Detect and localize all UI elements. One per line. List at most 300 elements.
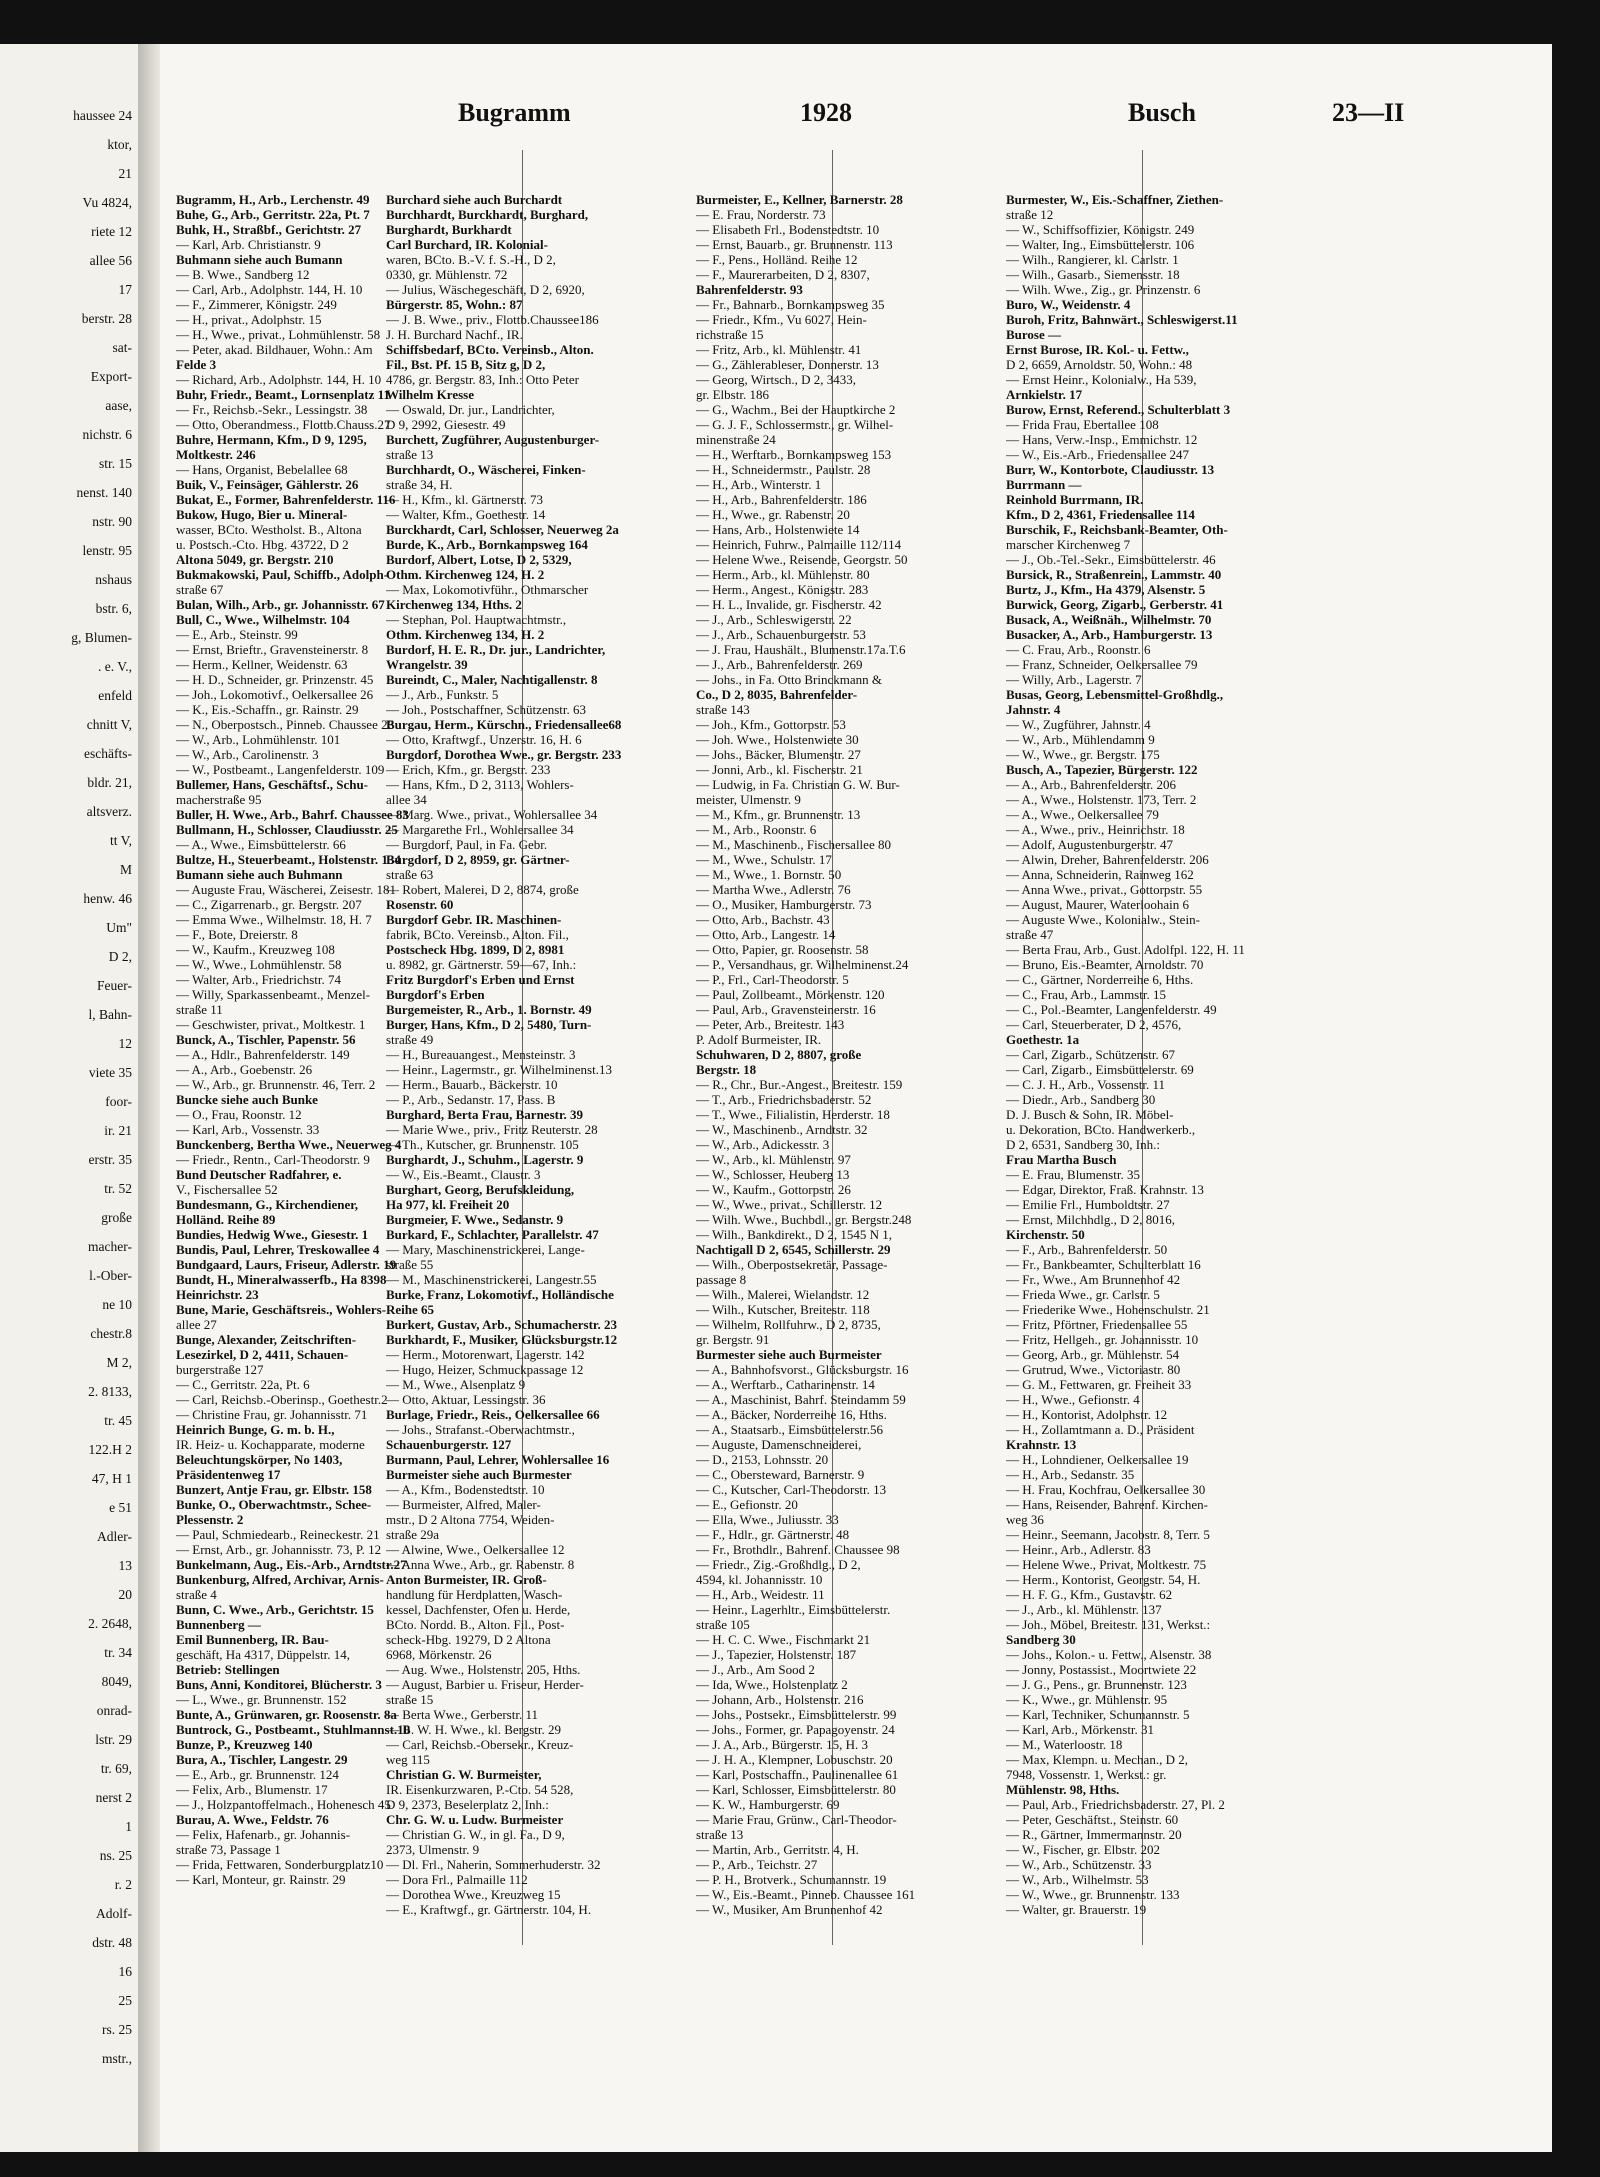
directory-entry-line: — W., Arb., kl. Mühlenstr. 97: [696, 1152, 851, 1167]
directory-entry-line: Bunckenberg, Bertha Wwe., Neuerweg 4: [176, 1137, 402, 1152]
directory-entry-line: — H. C. C. Wwe., Fischmarkt 21: [696, 1632, 871, 1647]
directory-entry-line: — Aug. Wwe., Holstenstr. 205, Hths.: [386, 1662, 581, 1677]
directory-entry-line: — Ella, Wwe., Juliusstr. 33: [696, 1512, 839, 1527]
left-page-fragment: e 51: [109, 1500, 132, 1515]
directory-entry-line: weg 115: [386, 1752, 430, 1767]
directory-entry-line: — H., Arb., Weidestr. 11: [696, 1587, 825, 1602]
directory-entry-line: — A., Wwe., priv., Heinrichstr. 18: [1006, 822, 1185, 837]
directory-entry-line: Bunkelmann, Aug., Eis.-Arb., Arndtstr.27: [176, 1557, 407, 1572]
directory-entry-line: — T., Wwe., Filialistin, Herderstr. 18: [696, 1107, 890, 1122]
left-page-fragment: tr. 69,: [100, 1761, 132, 1776]
directory-entry-line: — J. Frau, Haushält., Blumenstr.17a.T.6: [696, 642, 906, 657]
directory-column-4: [1006, 192, 1310, 1952]
directory-entry-line: — P., Arb., Teichstr. 27: [696, 1857, 818, 1872]
directory-entry-line: Wrangelstr. 39: [386, 657, 468, 672]
directory-entry-line: — H., Arb., Sedanstr. 35: [1006, 1467, 1135, 1482]
directory-entry-line: D 9, 2373, Beselerplatz 2, Inh.:: [386, 1797, 549, 1812]
directory-entry-line: — K., Eis.-Schaffn., gr. Rainstr. 29: [176, 702, 359, 717]
directory-entry-line: Bunzert, Antje Frau, gr. Elbstr. 158: [176, 1482, 372, 1497]
directory-entry-line: — Johann, Arb., Holstenstr. 216: [696, 1692, 864, 1707]
directory-entry-line: Burkard, F., Schlachter, Parallelstr. 47: [386, 1227, 599, 1242]
directory-entry-line: — Oswald, Dr. jur., Landrichter,: [386, 402, 555, 417]
directory-entry-line: — Bruno, Eis.-Beamter, Arnoldstr. 70: [1006, 957, 1204, 972]
directory-entry-line: Burckhardt, Carl, Schlosser, Neuerweg 2a: [386, 522, 619, 537]
directory-entry-line: — M., Maschinenstrickerei, Langestr.55: [386, 1272, 597, 1287]
directory-entry-line: Burmann, Paul, Lehrer, Wohlersallee 16: [386, 1452, 610, 1467]
directory-entry-line: — W., Arb., Lohmühlenstr. 101: [176, 732, 341, 747]
left-page-fragment: allee 56: [89, 253, 132, 268]
left-page-fragment: ne 10: [102, 1297, 132, 1312]
directory-entry-line: — W., Arb., Carolinenstr. 3: [176, 747, 319, 762]
directory-entry-line: straße 29a: [386, 1527, 440, 1542]
directory-entry-line: — J., Arb., Am Sood 2: [696, 1662, 815, 1677]
directory-entry-line: — H. F. G., Kfm., Gustavstr. 62: [1006, 1587, 1173, 1602]
left-page-fragment: 21: [118, 166, 132, 181]
directory-entry-line: IR. Eisenkurzwaren, P.-Cto. 54 528,: [386, 1782, 574, 1797]
directory-entry-line: Goethestr. 1a: [1006, 1032, 1080, 1047]
directory-entry-line: Burmeister siehe auch Burmester: [386, 1467, 572, 1482]
directory-entry-line: straße 63: [386, 867, 434, 882]
directory-entry-line: — Alwin, Dreher, Bahrenfelderstr. 206: [1006, 852, 1209, 867]
directory-entry-line: burgerstraße 127: [176, 1362, 264, 1377]
left-page-fragment: Adler-: [97, 1529, 132, 1544]
directory-entry-line: — Otto, Kraftwgf., Unzerstr. 16, H. 6: [386, 732, 582, 747]
directory-entry-line: — W., Wwe., gr. Brunnenstr. 133: [1006, 1887, 1180, 1902]
directory-entry-line: — Karl, Techniker, Schumannstr. 5: [1006, 1707, 1190, 1722]
left-page-fragment: foor-: [105, 1094, 132, 1109]
directory-entry-line: Bahrenfelderstr. 93: [696, 282, 803, 297]
left-page-fragment: dstr. 48: [92, 1935, 132, 1950]
directory-entry-line: — Felix, Hafenarb., gr. Johannis-: [176, 1827, 351, 1842]
directory-entry-line: Bunkenburg, Alfred, Archivar, Arnis-: [176, 1572, 384, 1587]
directory-entry-line: — M., Wwe., Alsenplatz 9: [386, 1377, 526, 1392]
directory-entry-line: — C., Gerritstr. 22a, Pt. 6: [176, 1377, 310, 1392]
directory-entry-line: — Paul, Arb., Gravensteinerstr. 16: [696, 1002, 876, 1017]
directory-entry-line: — W., Eis.-Arb., Friedensallee 247: [1006, 447, 1190, 462]
directory-entry-line: — H., Werftarb., Bornkampsweg 153: [696, 447, 892, 462]
directory-entry-line: minenstraße 24: [696, 432, 776, 447]
directory-entry-line: Fritz Burgdorf's Erben und Ernst: [386, 972, 575, 987]
directory-entry-line: — Wilh. Wwe., Buchbdl., gr. Bergstr.248: [696, 1212, 912, 1227]
left-page-fragment: tr. 52: [104, 1181, 132, 1196]
directory-entry-line: — E. Frau, Norderstr. 73: [696, 207, 826, 222]
directory-entry-line: P. Adolf Burmeister, IR.: [696, 1032, 822, 1047]
directory-entry-line: — A., Arb., Goebenstr. 26: [176, 1062, 313, 1077]
directory-entry-line: marscher Kirchenweg 7: [1006, 537, 1131, 552]
directory-entry-line: Präsidentenweg 17: [176, 1467, 281, 1482]
directory-entry-line: — Otto, Arb., Bachstr. 43: [696, 912, 830, 927]
directory-entry-line: — Fritz, Hellgeh., gr. Johannisstr. 10: [1006, 1332, 1199, 1347]
directory-entry-line: Krahnstr. 13: [1006, 1437, 1077, 1452]
directory-entry-line: Burgemeister, R., Arb., 1. Bornstr. 49: [386, 1002, 592, 1017]
directory-entry-line: — Hans, Verw.-Insp., Emmichstr. 12: [1006, 432, 1198, 447]
directory-entry-line: — Hans, Reisender, Bahrenf. Kirchen-: [1006, 1497, 1208, 1512]
directory-entry-line: Burlage, Friedr., Reis., Oelkersallee 66: [386, 1407, 600, 1422]
directory-entry-line: — Berta Wwe., Gerberstr. 11: [386, 1707, 538, 1722]
directory-entry-line: — Ernst, Brieftr., Gravensteinerstr. 8: [176, 642, 369, 657]
directory-entry-line: Buller, H. Wwe., Arb., Bahrf. Chaussee 83: [176, 807, 409, 822]
directory-entry-line: Bundis, Paul, Lehrer, Treskowallee 4: [176, 1242, 380, 1257]
directory-entry-line: 0330, gr. Mühlenstr. 72: [386, 267, 508, 282]
directory-entry-line: — H., Arb., Winterstr. 1: [696, 477, 822, 492]
directory-entry-line: — W., Arb., Schützenstr. 33: [1006, 1857, 1152, 1872]
directory-entry-line: D 2, 6531, Sandberg 30, Inh.:: [1006, 1137, 1160, 1152]
directory-entry-line: Buhre, Hermann, Kfm., D 9, 1295,: [176, 432, 367, 447]
directory-entry-line: — M., Maschinenb., Fischersallee 80: [696, 837, 891, 852]
directory-entry-line: Heinrichstr. 23: [176, 1287, 259, 1302]
directory-entry-line: Burrmann —: [1006, 477, 1082, 492]
directory-entry-line: Anton Burmeister, IR. Groß-: [386, 1572, 547, 1587]
directory-entry-line: — August, Maurer, Waterloohain 6: [1006, 897, 1190, 912]
directory-entry-line: — Walter, Arb., Friedrichstr. 74: [176, 972, 342, 987]
directory-entry-line: Burghardt, J., Schuhm., Lagerstr. 9: [386, 1152, 584, 1167]
directory-entry-line: — Carl, Zigarb., Schützenstr. 67: [1006, 1047, 1175, 1062]
directory-entry-line: 4786, gr. Bergstr. 83, Inh.: Otto Peter: [386, 372, 579, 387]
directory-entry-line: Burgau, Herm., Kürschn., Friedensallee68: [386, 717, 622, 732]
left-page-fragment: D 2,: [108, 949, 132, 964]
directory-entry-line: — W., Schiffsoffizier, Königstr. 249: [1006, 222, 1195, 237]
directory-entry-line: — Hans, Organist, Bebelallee 68: [176, 462, 348, 477]
directory-entry-line: — August, Barbier u. Friseur, Herder-: [386, 1677, 584, 1692]
page-gutter: [138, 44, 160, 2152]
directory-entry-line: Burschik, F., Reichsbank-Beamter, Oth-: [1006, 522, 1228, 537]
directory-entry-line: — Diedr., Arb., Sandberg 30: [1006, 1092, 1156, 1107]
directory-entry-line: — Otto, Aktuar, Lessingstr. 36: [386, 1392, 546, 1407]
directory-entry-line: — A., Bäcker, Norderreihe 16, Hths.: [696, 1407, 887, 1422]
directory-entry-line: — L., Wwe., gr. Brunnenstr. 152: [176, 1692, 347, 1707]
directory-entry-line: — M., Waterloostr. 18: [1006, 1737, 1123, 1752]
directory-entry-line: — J., Arb., Funkstr. 5: [386, 687, 499, 702]
directory-entry-line: Burde, K., Arb., Bornkampsweg 164: [386, 537, 588, 552]
left-page-fragment: Feuer-: [97, 978, 132, 993]
directory-entry-line: — Dl. Frl., Naherin, Sommerhuderstr. 32: [386, 1857, 601, 1872]
directory-entry-line: Kirchenstr. 50: [1006, 1227, 1085, 1242]
left-page-fragment: 2. 8133,: [88, 1384, 132, 1399]
directory-entry-line: Bursick, R., Straßenrein., Lammstr. 40: [1006, 567, 1222, 582]
directory-entry-line: Emil Bunnenberg, IR. Bau-: [176, 1632, 329, 1647]
directory-entry-line: Burmeister, E., Kellner, Barnerstr. 28: [696, 192, 903, 207]
directory-entry-line: Lesezirkel, D 2, 4411, Schauen-: [176, 1347, 349, 1362]
directory-entry-line: — Friederike Wwe., Hohenschulstr. 21: [1006, 1302, 1210, 1317]
left-page-fragment: l, Bahn-: [88, 1007, 132, 1022]
directory-entry-line: — W., Schlosser, Heuberg 13: [696, 1167, 850, 1182]
directory-entry-line: — Berta Frau, Arb., Gust. Adolfpl. 122, H. 11: [1006, 942, 1245, 957]
directory-entry-line: — T., Arb., Friedrichsbaderstr. 52: [696, 1092, 872, 1107]
directory-entry-line: — Wilh., Kutscher, Breitestr. 118: [696, 1302, 870, 1317]
directory-entry-line: — Fr., Wwe., Am Brunnenhof 42: [1006, 1272, 1181, 1287]
directory-entry-line: — Wilh., Oberpostsekretär, Passage-: [696, 1257, 888, 1272]
directory-entry-line: — C., Zigarrenarb., gr. Bergstr. 207: [176, 897, 362, 912]
directory-entry-line: Schiffsbedarf, BCto. Vereinsb., Alton.: [386, 342, 594, 357]
directory-entry-line: fabrik, BCto. Vereinsb., Alton. Fil.,: [386, 927, 569, 942]
directory-entry-line: u. Postsch.-Cto. Hbg. 43722, D 2: [176, 537, 349, 552]
directory-entry-line: straße 55: [386, 1257, 434, 1272]
directory-entry-line: — C., Kutscher, Carl-Theodorstr. 13: [696, 1482, 887, 1497]
directory-entry-line: Bunke, O., Oberwachtmstr., Schee-: [176, 1497, 372, 1512]
directory-entry-line: u. Dekoration, BCto. Handwerkerb.,: [1006, 1122, 1196, 1137]
directory-entry-line: — C. J. H., Arb., Vossenstr. 11: [1006, 1077, 1166, 1092]
left-page-fragment: tt V,: [109, 833, 132, 848]
directory-entry-line: Bunn, C. Wwe., Arb., Gerichtstr. 15: [176, 1602, 374, 1617]
directory-entry-line: 6968, Mörkenstr. 26: [386, 1647, 492, 1662]
directory-entry-line: Reinhold Burrmann, IR.: [1006, 492, 1144, 507]
directory-entry-line: Bumann siehe auch Buhmann: [176, 867, 343, 882]
directory-entry-line: — Helene Wwe., Privat, Moltkestr. 75: [1006, 1557, 1207, 1572]
directory-entry-line: Bura, A., Tischler, Langestr. 29: [176, 1752, 348, 1767]
directory-entry-line: — Herm., Arb., kl. Mühlenstr. 80: [696, 567, 870, 582]
directory-entry-line: wasser, BCto. Westholst. B., Altona: [176, 522, 362, 537]
directory-entry-line: — Johs., Postsekr., Eimsbüttelerstr. 99: [696, 1707, 897, 1722]
left-page-fragment: berstr. 28: [81, 311, 132, 326]
directory-entry-line: — J., Ob.-Tel.-Sekr., Eimsbüttelerstr. 46: [1006, 552, 1216, 567]
directory-entry-line: — Margarethe Frl., Wohlersallee 34: [386, 822, 574, 837]
directory-entry-line: Buhk, H., Straßbf., Gerichtstr. 27: [176, 222, 362, 237]
directory-entry-line: Buntrock, G., Postbeamt., Stuhlmannst.10: [176, 1722, 411, 1737]
directory-entry-line: — K. W., Hamburgerstr. 69: [696, 1797, 840, 1812]
directory-entry-line: BCto. Nordd. B., Alton. Fil., Post-: [386, 1617, 565, 1632]
directory-entry-line: Ernst Burose, IR. Kol.- u. Fettw.,: [1006, 342, 1189, 357]
left-page-edge: [0, 44, 138, 2152]
directory-entry-line: — H., Wwe., gr. Rabenstr. 20: [696, 507, 850, 522]
directory-entry-line: Bundgaard, Laurs, Friseur, Adlerstr. 19: [176, 1257, 397, 1272]
left-page-fragment: lenstr. 95: [82, 543, 132, 558]
left-page-fragment: 2. 2648,: [88, 1616, 132, 1631]
directory-entry-line: Burgdorf, Dorothea Wwe., gr. Bergstr. 233: [386, 747, 622, 762]
directory-entry-line: — Frida Frau, Ebertallee 108: [1006, 417, 1159, 432]
directory-entry-line: Christian G. W. Burmeister,: [386, 1767, 542, 1782]
directory-entry-line: — K., Wwe., gr. Mühlenstr. 95: [1006, 1692, 1168, 1707]
directory-entry-line: waren, BCto. B.-V. f. S.-H., D 2,: [386, 252, 556, 267]
directory-entry-line: — Mary, Maschinenstrickerei, Lange-: [386, 1242, 585, 1257]
left-page-fragment: viete 35: [88, 1065, 132, 1080]
directory-entry-line: — M., Wwe., 1. Bornstr. 50: [696, 867, 842, 882]
directory-entry-line: Bundesmann, G., Kirchendiener,: [176, 1197, 359, 1212]
directory-entry-line: — A., Maschinist, Bahrf. Steindamm 59: [696, 1392, 906, 1407]
header-page-number: 23—II: [1332, 98, 1405, 127]
directory-entry-line: Busack, A., Weißnäh., Wilhelmstr. 70: [1006, 612, 1212, 627]
directory-entry-line: — J., Arb., Bahrenfelderstr. 269: [696, 657, 863, 672]
directory-entry-line: — Anna Wwe., Arb., gr. Rabenstr. 8: [386, 1557, 575, 1572]
directory-entry-line: Bureindt, C., Maler, Nachtigallenstr. 8: [386, 672, 598, 687]
directory-entry-line: Beleuchtungskörper, No 1403,: [176, 1452, 343, 1467]
directory-entry-line: Frau Martha Busch: [1006, 1152, 1117, 1167]
directory-entry-line: — Marie Wwe., priv., Fritz Reuterstr. 28: [386, 1122, 598, 1137]
directory-entry-line: — Max, Lokomotivführ., Othmarscher: [386, 582, 589, 597]
directory-entry-line: Burchhardt, O., Wäscherei, Finken-: [386, 462, 586, 477]
directory-entry-line: Co., D 2, 8035, Bahrenfelder-: [696, 687, 858, 702]
directory-entry-line: Burgdorf's Erben: [386, 987, 485, 1002]
directory-entry-line: straße 13: [386, 447, 434, 462]
directory-entry-line: — Wilh., Bankdirekt., D 2, 1545 N 1,: [696, 1227, 893, 1242]
directory-entry-line: — O., Musiker, Hamburgerstr. 73: [696, 897, 872, 912]
directory-entry-line: — Joh., Möbel, Breitestr. 131, Werkst.:: [1006, 1617, 1211, 1632]
directory-entry-line: — W., Eis.-Beamt., Claustr. 3: [386, 1167, 541, 1182]
directory-entry-line: — J., Tapezier, Holstenstr. 187: [696, 1647, 857, 1662]
left-page-fragment: ir. 21: [104, 1123, 132, 1138]
directory-entry-line: — Herm., Kontorist, Georgstr. 54, H.: [1006, 1572, 1201, 1587]
directory-entry-line: — Max, Klempn. u. Mechan., D 2,: [1006, 1752, 1188, 1767]
directory-entry-line: — Fritz, Arb., kl. Mühlenstr. 41: [696, 342, 862, 357]
directory-entry-line: Othm. Kirchenweg 134, H. 2: [386, 627, 545, 642]
directory-entry-line: Busch, A., Tapezier, Bürgerstr. 122: [1006, 762, 1198, 777]
directory-entry-line: — Friedr., Zig.-Großhdlg., D 2,: [696, 1557, 861, 1572]
directory-entry-line: — Karl, Monteur, gr. Rainstr. 29: [176, 1872, 346, 1887]
directory-entry-line: — Grutrud, Wwe., Victoriastr. 80: [1006, 1362, 1181, 1377]
directory-entry-line: — Martha Wwe., Adlerstr. 76: [696, 882, 851, 897]
directory-entry-line: Othm. Kirchenweg 124, H. 2: [386, 567, 545, 582]
directory-entry-line: Bunck, A., Tischler, Papenstr. 56: [176, 1032, 356, 1047]
directory-column-2: [386, 192, 690, 1952]
directory-entry-line: Reihe 65: [386, 1302, 435, 1317]
directory-entry-line: macherstraße 95: [176, 792, 262, 807]
directory-entry-line: — Jonni, Arb., kl. Fischerstr. 21: [696, 762, 863, 777]
directory-entry-line: Bundt, H., Mineralwasserfb., Ha 8398: [176, 1272, 387, 1287]
directory-entry-line: — Geschwister, privat., Moltkestr. 1: [176, 1017, 366, 1032]
directory-entry-line: Schuhwaren, D 2, 8807, große: [696, 1047, 862, 1062]
directory-entry-line: — H., Wwe., Gefionstr. 4: [1006, 1392, 1140, 1407]
directory-entry-line: — Wilh. Wwe., Zig., gr. Prinzenstr. 6: [1006, 282, 1201, 297]
directory-entry-line: — Herm., Motorenwart, Lagerstr. 142: [386, 1347, 585, 1362]
directory-entry-line: — W., Kaufm., Gottorpstr. 26: [696, 1182, 851, 1197]
directory-entry-line: — Heinr., Lagerhltr., Eimsbüttelerstr.: [696, 1602, 891, 1617]
directory-entry-line: Bullemer, Hans, Geschäftsf., Schu-: [176, 777, 368, 792]
directory-entry-line: — Wilh., Rangierer, kl. Carlstr. 1: [1006, 252, 1179, 267]
directory-entry-line: straße 47: [1006, 927, 1054, 942]
directory-entry-line: — M., Kfm., gr. Brunnenstr. 13: [696, 807, 861, 822]
directory-entry-line: — Willy, Sparkassenbeamt., Menzel-: [176, 987, 371, 1002]
directory-entry-line: — M., Wwe., Schulstr. 17: [696, 852, 832, 867]
directory-entry-line: — D., 2153, Lohnsstr. 20: [696, 1452, 829, 1467]
directory-entry-line: — Otto, Arb., Langestr. 14: [696, 927, 836, 942]
directory-entry-line: — H. Frau, Kochfrau, Oelkersallee 30: [1006, 1482, 1206, 1497]
header-left-word: Bugramm: [458, 98, 571, 127]
directory-entry-line: Burdorf, Albert, Lotse, D 2, 5329,: [386, 552, 572, 567]
directory-entry-line: — Dora Frl., Palmaille 112: [386, 1872, 528, 1887]
left-page-fragment: 25: [118, 1993, 132, 2008]
directory-entry-line: gr. Elbstr. 186: [696, 387, 769, 402]
directory-entry-line: — E., Arb., Steinstr. 99: [176, 627, 298, 642]
directory-entry-line: — Erich, Kfm., gr. Bergstr. 233: [386, 762, 551, 777]
directory-entry-line: Bergstr. 18: [696, 1062, 757, 1077]
directory-entry-line: Burr, W., Kontorbote, Claudiusstr. 13: [1006, 462, 1215, 477]
directory-entry-line: — Fr., Brothdlr., Bahrenf. Chaussee 98: [696, 1542, 900, 1557]
directory-entry-line: — Fr., Bahnarb., Bornkampsweg 35: [696, 297, 885, 312]
directory-entry-line: — Walter, Ing., Eimsbüttelerstr. 106: [1006, 237, 1195, 252]
directory-entry-line: 4594, kl. Johannisstr. 10: [696, 1572, 823, 1587]
directory-entry-line: — Anna Wwe., privat., Gottorpstr. 55: [1006, 882, 1203, 897]
left-page-fragment: str. 15: [98, 456, 132, 471]
directory-entry-line: Bune, Marie, Geschäftsreis., Wohlers-: [176, 1302, 387, 1317]
directory-entry-line: — C., Frau, Arb., Lammstr. 15: [1006, 987, 1166, 1002]
directory-entry-line: — Burmeister, Alfred, Maler-: [386, 1497, 541, 1512]
left-page-fragment: chnitt V,: [86, 717, 132, 732]
directory-entry-line: — W., Maschinenb., Arndtstr. 32: [696, 1122, 868, 1137]
directory-entry-line: IR. Heiz- u. Kochapparate, moderne: [176, 1437, 365, 1452]
directory-entry-line: straße 34, H.: [386, 477, 453, 492]
directory-entry-line: — H., Wwe., privat., Lohmühlenstr. 58: [176, 327, 381, 342]
directory-entry-line: — Franz, Schneider, Oelkersallee 79: [1006, 657, 1198, 672]
directory-entry-line: — P., Arb., Sedanstr. 17, Pass. B: [386, 1092, 556, 1107]
directory-entry-line: — J. G., Pens., gr. Brunnenstr. 123: [1006, 1677, 1187, 1692]
directory-entry-line: Wilhelm Kresse: [386, 387, 474, 402]
directory-entry-line: Burtz, J., Kfm., Ha 4379, Alsenstr. 5: [1006, 582, 1206, 597]
directory-entry-line: — Hugo, Heizer, Schmuckpassage 12: [386, 1362, 584, 1377]
directory-entry-line: Heinrich Bunge, G. m. b. H.,: [176, 1422, 335, 1437]
directory-entry-line: — Karl, Arb. Christianstr. 9: [176, 237, 321, 252]
directory-entry-line: — Karl, Schlosser, Eimsbüttelerstr. 80: [696, 1782, 896, 1797]
directory-entry-line: Burghart, Georg, Berufskleidung,: [386, 1182, 575, 1197]
directory-entry-line: — H., Lohndiener, Oelkersallee 19: [1006, 1452, 1189, 1467]
directory-entry-line: Buhr, Friedr., Beamt., Lornsenplatz 11: [176, 387, 390, 402]
directory-entry-line: Buro, W., Weidenstr. 4: [1006, 297, 1131, 312]
directory-column-3: [696, 192, 1000, 1952]
directory-entry-line: — Fritz, Pförtner, Friedensallee 55: [1006, 1317, 1188, 1332]
left-page-fragment: nerst 2: [95, 1790, 132, 1805]
directory-entry-line: — Felix, Arb., Blumenstr. 17: [176, 1782, 328, 1797]
left-page-fragment: 20: [118, 1587, 132, 1602]
directory-entry-line: Bürgerstr. 85, Wohn.: 87: [386, 297, 523, 312]
directory-entry-line: — Herm., Kellner, Weidenstr. 63: [176, 657, 348, 672]
directory-entry-line: Bundies, Hedwig Wwe., Giesestr. 1: [176, 1227, 369, 1242]
directory-entry-line: Burose —: [1006, 327, 1062, 342]
directory-entry-line: — W., Eis.-Beamt., Pinneb. Chaussee 161: [696, 1887, 916, 1902]
directory-entry-line: — Marie Frau, Grünw., Carl-Theodor-: [696, 1812, 897, 1827]
directory-entry-line: — H., Schneidermstr., Paulstr. 28: [696, 462, 871, 477]
directory-entry-line: Schauenburgerstr. 127: [386, 1437, 512, 1452]
directory-entry-line: — Joh., Lokomotivf., Oelkersallee 26: [176, 687, 374, 702]
directory-entry-line: — Auguste Frau, Wäscherei, Zeisestr. 181: [176, 882, 396, 897]
directory-entry-line: — Heinr., Lagermstr., gr. Wilhelminenst.13: [386, 1062, 612, 1077]
directory-entry-line: — Dorothea Wwe., Kreuzweg 15: [386, 1887, 561, 1902]
left-page-fragment: tr. 34: [104, 1645, 132, 1660]
directory-entry-line: — Burgdorf, Paul, in Fa. Gebr.: [386, 837, 548, 852]
directory-entry-line: gr. Bergstr. 91: [696, 1332, 770, 1347]
left-page-fragment: altsverz.: [86, 804, 132, 819]
directory-entry-line: — Alwine, Wwe., Oelkersallee 12: [386, 1542, 565, 1557]
left-page-fragment: Vu 4824,: [82, 195, 132, 210]
directory-entry-line: — Robert, Malerei, D 2, 8874, große: [386, 882, 579, 897]
directory-entry-line: D 9, 2992, Giesestr. 49: [386, 417, 506, 432]
directory-entry-line: — P., Frl., Carl-Theodorstr. 5: [696, 972, 849, 987]
left-page-fragment: Um": [106, 920, 132, 935]
left-page-fragment: 8049,: [101, 1674, 132, 1689]
directory-entry-line: — A., Bahnhofsvorst., Glücksburgstr. 16: [696, 1362, 909, 1377]
directory-entry-line: — A., Hdlr., Bahrenfelderstr. 149: [176, 1047, 350, 1062]
directory-entry-line: Burmester siehe auch Burmeister: [696, 1347, 882, 1362]
directory-entry-line: straße 11: [176, 1002, 223, 1017]
directory-entry-line: straße 67: [176, 582, 224, 597]
left-page-fragment: henw. 46: [83, 891, 132, 906]
directory-entry-line: — Karl, Postschaffn., Paulinenallee 61: [696, 1767, 899, 1782]
header-year: 1928: [800, 98, 852, 127]
directory-entry-line: — E., Arb., gr. Brunnenstr. 124: [176, 1767, 339, 1782]
directory-entry-line: — Ida, Wwe., Holstenplatz 2: [696, 1677, 848, 1692]
directory-entry-line: Burgmeier, F. Wwe., Sedanstr. 9: [386, 1212, 564, 1227]
directory-entry-line: — Wilhelm, Rollfuhrw., D 2, 8735,: [696, 1317, 881, 1332]
directory-entry-line: Bukow, Hugo, Bier u. Mineral-: [176, 507, 348, 522]
left-page-fragment: tr. 45: [104, 1413, 132, 1428]
left-page-fragment: riete 12: [91, 224, 132, 239]
directory-entry-line: — Johs., Strafanst.-Oberwachtmstr.,: [386, 1422, 575, 1437]
left-page-fragment: macher-: [88, 1239, 132, 1254]
directory-entry-line: — Friedr., Kfm., Vu 6027, Hein-: [696, 312, 867, 327]
directory-entry-line: Burchard siehe auch Burchardt: [386, 192, 563, 207]
directory-entry-line: — J., Arb., Schleswigerstr. 22: [696, 612, 852, 627]
directory-entry-line: u. 8982, gr. Gärtnerstr. 59—67, Inh.:: [386, 957, 577, 972]
directory-entry-line: — Ernst, Bauarb., gr. Brunnenstr. 113: [696, 237, 893, 252]
directory-entry-line: — W., Arb., Adickesstr. 3: [696, 1137, 830, 1152]
directory-entry-line: Rosenstr. 60: [386, 897, 454, 912]
